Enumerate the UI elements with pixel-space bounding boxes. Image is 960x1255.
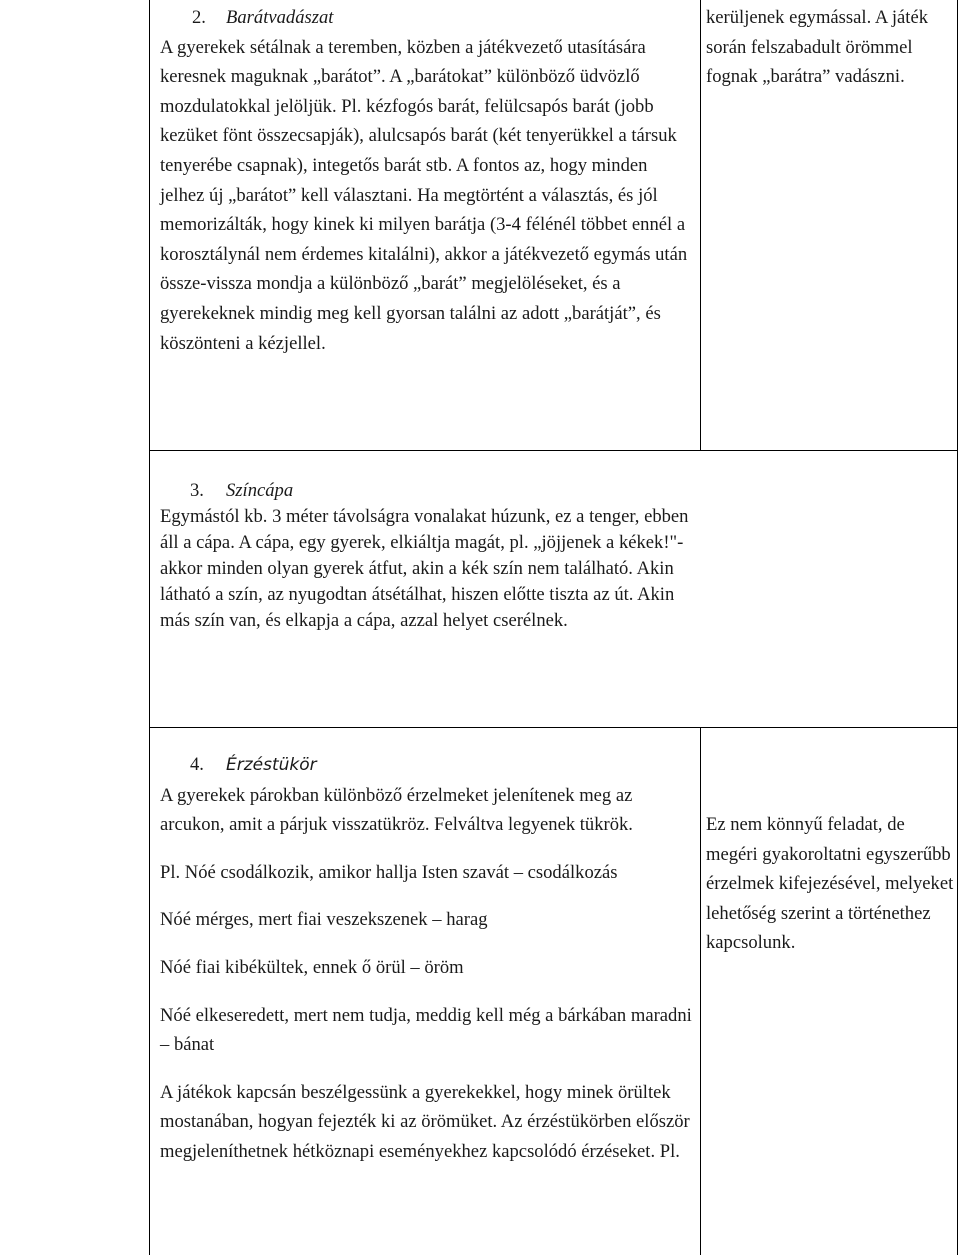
section-4-heading (160, 750, 695, 781)
section-4-side-text: Ez nem könnyű feladat, de megéri gyakoroltatni egyszerűbb érzelmek kifejezésével, melyeket lehetőség szerint a történethez kapcsolunk. (706, 814, 954, 954)
section-4-paragraph: Pl. Nóé csodálkozik, amikor hallja Isten szavát – csodálkozás (160, 861, 618, 883)
section-4-paragraph: Nóé mérges, mert fiai veszekszenek – harag (160, 909, 488, 931)
section-3-body: Egymástól kb. 3 méter távolságra vonalakat húzunk, ez a tenger, ebben áll a cápa. A cápa, egy gyerek, elkiáltja magát, pl. „jöjjenek a kékek!"- akkor minden olyan gyerek átfut, akin a kék szín nem található. Akin látható a szín, az nyugodtan átsétálhat, hiszen előtte tiszta az út. Akin más szín van, és elkapja a cápa, azzal helyet cserélnek. (160, 506, 689, 631)
table-column-divider (700, 0, 701, 450)
section-4-number: 4. (190, 754, 204, 775)
section-4-paragraph: Nóé elkeseredett, mert nem tudja, meddig kell még a bárkában maradni – bánat (160, 1004, 692, 1056)
section-3-content (160, 478, 695, 634)
section-2-side-text: kerüljenek egymással. A játék során felszabadult örömmel fognak „barátra” vadászni. (706, 7, 929, 88)
section-4-content (160, 750, 695, 1167)
section-2-number: 2. (192, 7, 206, 28)
section-4-paragraph: A játékok kapcsán beszélgessünk a gyerekekkel, hogy minek örültek mostanában, hogyan fejezték ki az örömüket. Az érzéstükörben először megjeleníthetnek hétköznapi eseményekhez kapcsolódó érzéseket. Pl. (160, 1081, 690, 1162)
section-4-side-note (706, 810, 954, 958)
row-divider (149, 450, 957, 451)
section-3-heading (160, 478, 695, 504)
section-2-title: Barátvadászat (226, 7, 334, 28)
table-column-divider-lower (700, 727, 701, 1255)
section-2-content (160, 3, 695, 358)
section-4-title: Érzéstükör (226, 755, 317, 775)
section-2-heading (160, 3, 695, 33)
table-border-right (957, 0, 958, 1255)
section-4-paragraph: A gyerekek párokban különböző érzelmeket jelenítenek meg az arcukon, amit a párjuk visszatükröz. Felváltva legyenek tükrök. (160, 784, 633, 836)
row-divider (149, 727, 957, 728)
section-3-number: 3. (190, 480, 204, 501)
section-4-paragraph: Nóé fiai kibékültek, ennek ő örül – öröm (160, 956, 464, 978)
section-2-body: A gyerekek sétálnak a teremben, közben a játékvezető utasítására keresnek maguknak „barátot”. A „barátokat” különböző üdvözlő mozdulatokkal jelöljük. Pl. kézfogós barát, felülcsapós barát (jobb kezüket fönt összecsapják), alulcsapós barát (két tenyerükkel a társuk tenyerébe csapnak), integetős barát stb. A fontos az, hogy minden jelhez új „barátot” kell választani. Ha megtörtént a választás, és jól memorizálták, hogy kinek ki milyen barátja (3-4 félénél többet ennél a korosztálynál nem érdemes kitalálni), akkor a játékvezető egymás után össze-vissza mondja a különböző „barát” megjelöléseket, és a gyerekeknek mindig meg kell gyorsan találni az adott „barátját”, és köszönteni a kézjellel. (160, 36, 688, 354)
section-2-side-note (706, 3, 954, 92)
table-border-left (149, 0, 150, 1255)
section-3-title: Színcápa (226, 480, 294, 501)
